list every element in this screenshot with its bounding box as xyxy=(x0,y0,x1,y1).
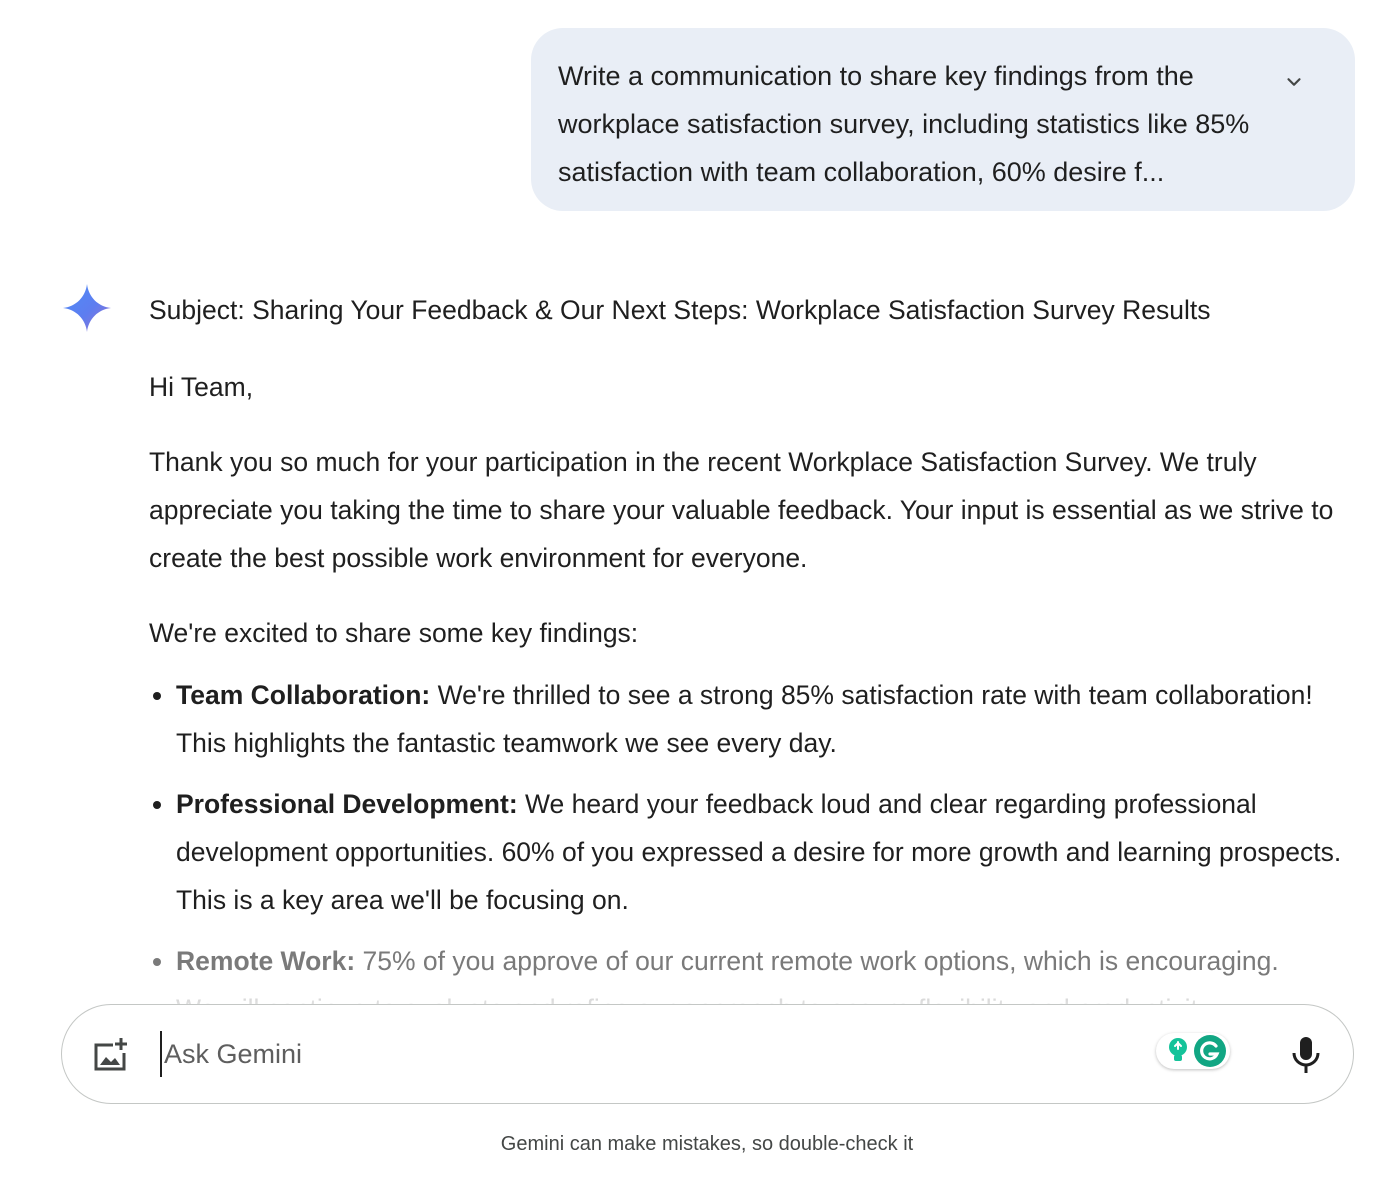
ask-gemini-input[interactable] xyxy=(160,1031,1144,1077)
gemini-response xyxy=(149,288,1359,1046)
finding-text: We heard your feedback loud and clear regarding professional development opportunities. 60% of you expressed a desire for more growth and learning prospects. This is a key area we'll be focusing on. xyxy=(176,789,1342,915)
findings-list xyxy=(149,671,1359,1033)
grammarly-icon xyxy=(1193,1034,1227,1068)
finding-label: Team Collaboration: xyxy=(176,680,431,710)
user-prompt-bubble xyxy=(531,28,1355,211)
finding-label: Professional Development: xyxy=(176,789,518,819)
add-image-icon[interactable] xyxy=(92,1036,130,1074)
grammarly-widget[interactable] xyxy=(1156,1033,1230,1069)
finding-text: 75% of you approve of our current remote work options, which is encouraging. xyxy=(355,946,1279,976)
gemini-sparkle-icon xyxy=(62,283,112,333)
disclaimer-text: Gemini can make mistakes, so double-check it xyxy=(500,1133,914,1155)
finding-label: Remote Work: xyxy=(176,946,356,976)
email-intro-paragraph: Thank you so much for your participation in the recent Workplace Satisfaction Survey. We truly appreciate you taking the time to share your valuable feedback. Your input is essential as we strive to create the best possible work environment for everyone. xyxy=(149,447,1334,573)
lightbulb-icon xyxy=(1165,1036,1191,1066)
user-prompt-text: Write a communication to share key findings from the workplace satisfaction survey, including statistics like 85% satisfaction with team collaboration, 60% desire f... xyxy=(558,61,1250,187)
finding-text: We're thrilled to see a strong 85% satisfaction rate with team collaboration! This highlights the fantastic teamwork we see every day. xyxy=(176,680,1313,758)
list-item xyxy=(149,671,1359,767)
email-greeting: Hi Team, xyxy=(149,372,254,402)
chevron-down-icon xyxy=(1283,71,1305,93)
expand-prompt-button[interactable] xyxy=(1278,66,1310,98)
microphone-icon[interactable] xyxy=(1286,1033,1326,1077)
findings-lead: We're excited to share some key findings: xyxy=(149,618,639,648)
prompt-input-box xyxy=(61,1004,1354,1104)
email-subject: Subject: Sharing Your Feedback & Our Next Steps: Workplace Satisfaction Survey Results xyxy=(149,295,1211,325)
list-item xyxy=(149,780,1359,924)
